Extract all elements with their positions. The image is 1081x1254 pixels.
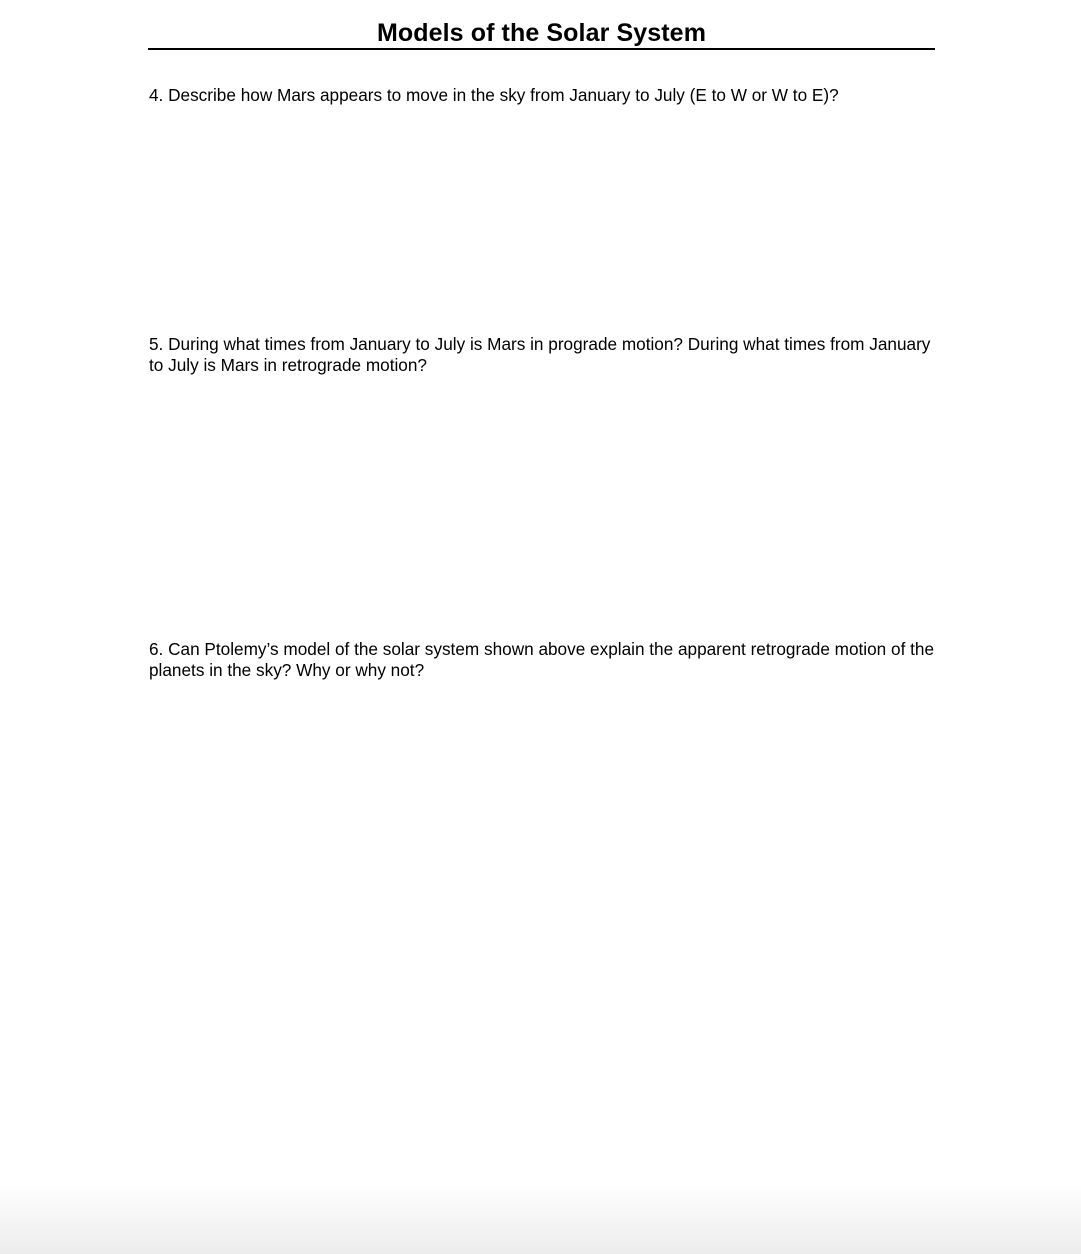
title-underline [148,48,935,50]
page-title: Models of the Solar System [376,19,707,47]
answer-space-4 [149,112,939,322]
answer-space-6 [149,686,939,1166]
question-6: 6. Can Ptolemy’s model of the solar system shown above explain the apparent retrograde motion of the planets in the sky? Why or why not? [149,639,935,680]
answer-space-5 [149,382,939,627]
question-5: 5. During what times from January to July is Mars in prograde motion? During what times from January to July is Mars in retrograde motion? [149,334,931,375]
question-4: 4. Describe how Mars appears to move in the sky from January to July (E to W or W to E)? [149,85,839,105]
page-bottom-shade [0,1184,1081,1254]
